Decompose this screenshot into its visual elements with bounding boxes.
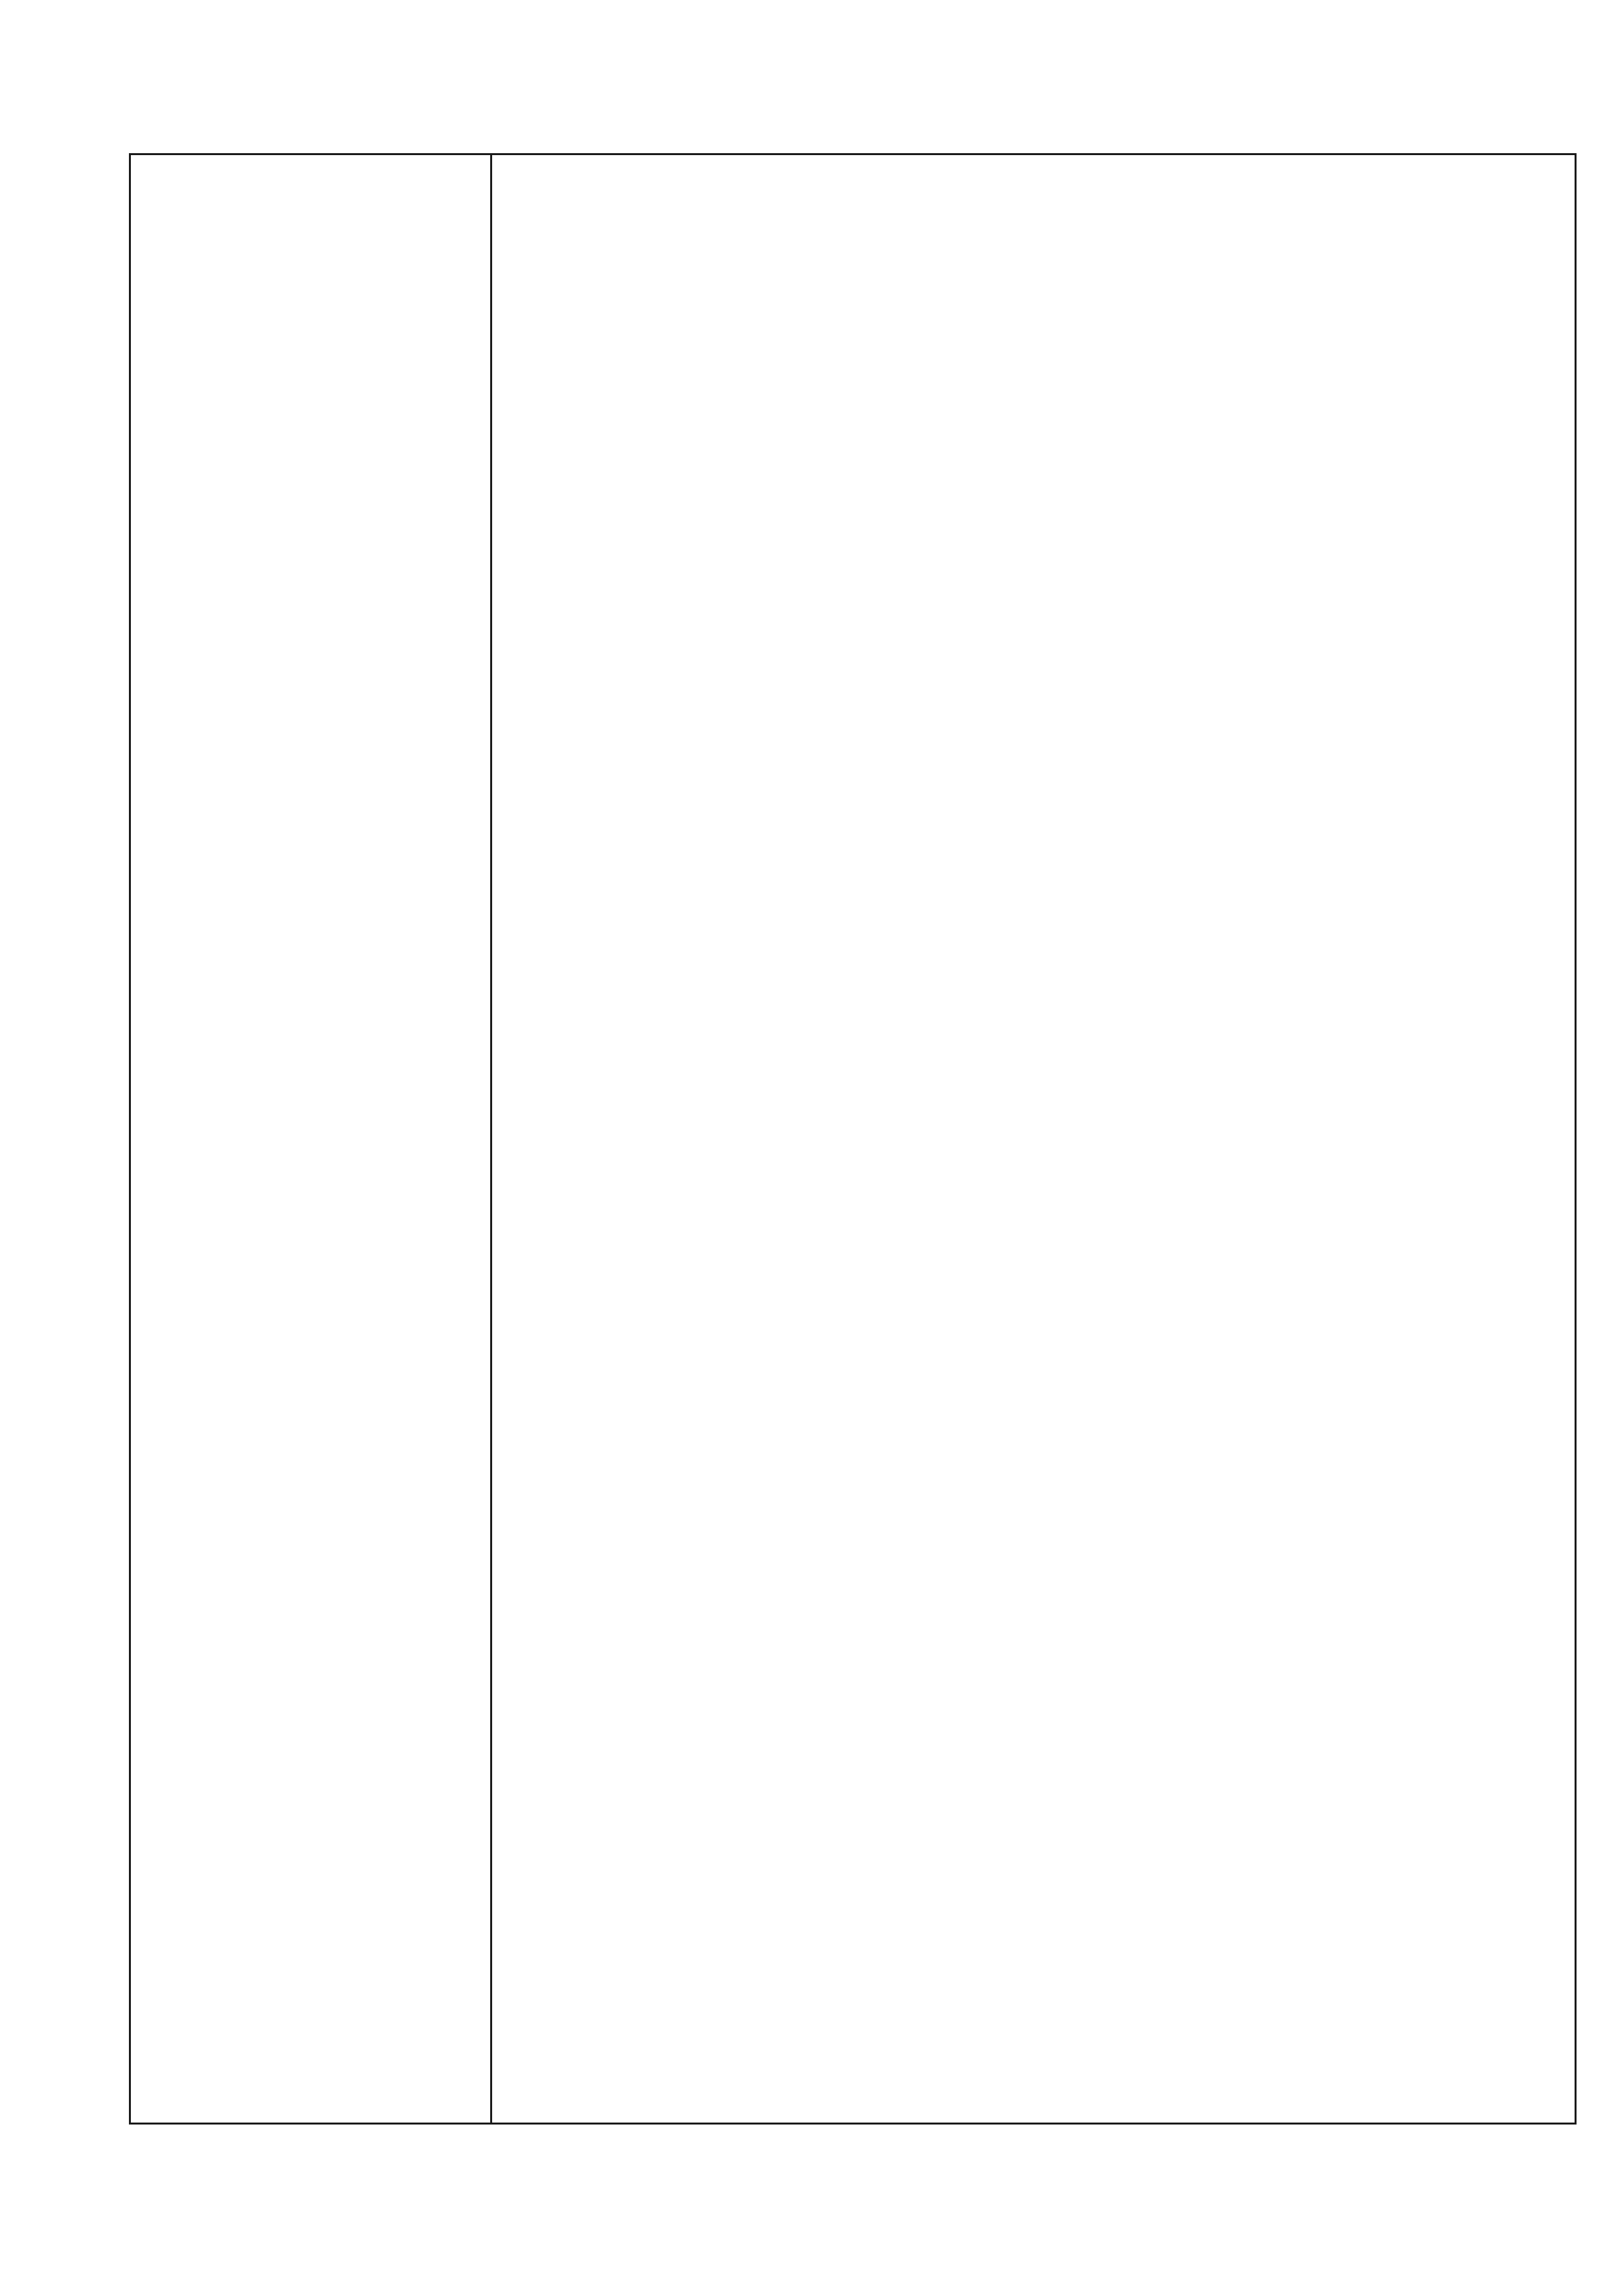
knowledge-list: [492, 155, 1575, 2123]
empty-left-column: [131, 155, 492, 2123]
knowledge-table: [129, 153, 1577, 2125]
